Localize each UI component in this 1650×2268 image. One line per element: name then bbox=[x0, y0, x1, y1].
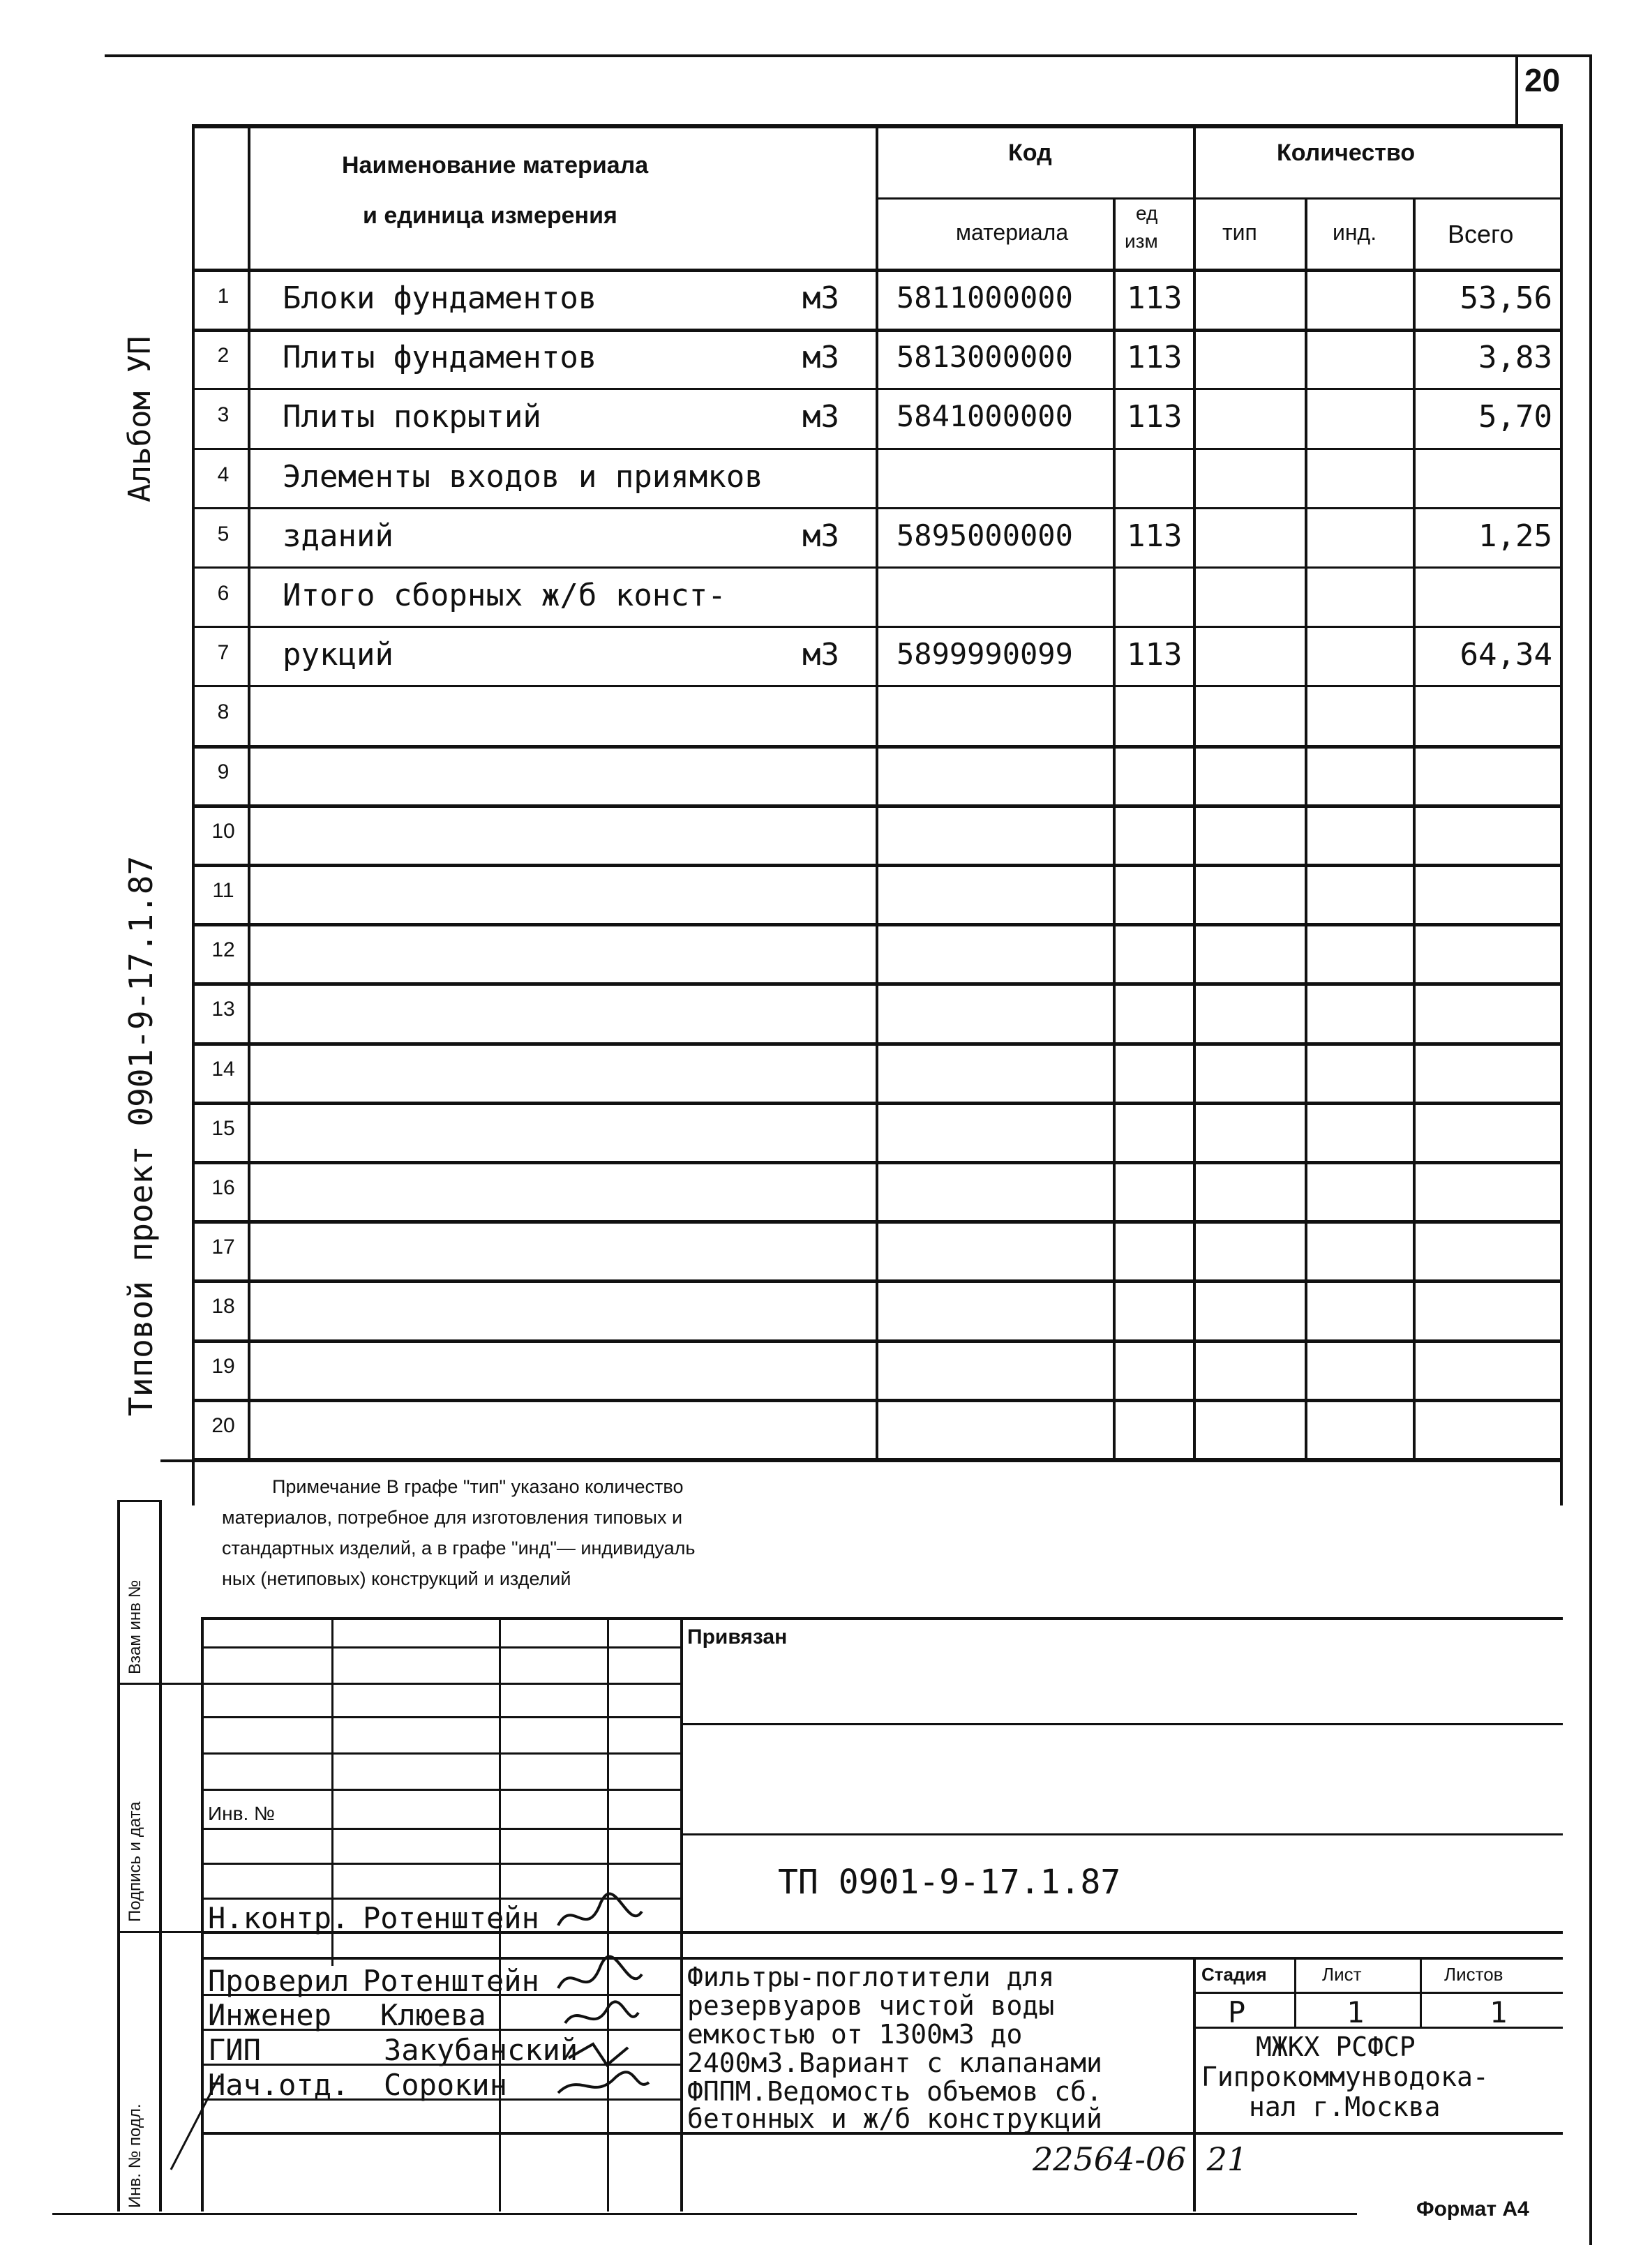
row-separator bbox=[192, 1339, 1563, 1343]
margin-sep-2 bbox=[117, 1931, 204, 1933]
row-number: 1 bbox=[217, 285, 230, 308]
material-unit: м3 bbox=[802, 518, 839, 554]
material-unit: м3 bbox=[802, 280, 839, 316]
role-proveril: Проверил bbox=[208, 1964, 350, 1998]
org-line-3: нал г.Москва bbox=[1249, 2091, 1441, 2122]
header-ind: инд. bbox=[1333, 220, 1377, 245]
row-separator bbox=[192, 329, 1563, 332]
row-number: 18 bbox=[211, 1295, 235, 1318]
bottom-number: 22564-06 21 bbox=[1033, 2140, 1248, 2178]
stamp-inv-no: Инв. № bbox=[208, 1803, 276, 1824]
album-label: Альбом УП bbox=[122, 336, 158, 502]
margin-sep-1 bbox=[117, 1683, 204, 1685]
row-separator bbox=[192, 982, 1563, 986]
stamp-row-4 bbox=[201, 1752, 680, 1755]
title-line-2: резервуаров чистой воды bbox=[687, 1990, 1055, 2021]
row-number: 20 bbox=[211, 1414, 235, 1437]
material-unit: м3 bbox=[802, 340, 839, 375]
stamp-top-line bbox=[201, 1617, 1563, 1620]
row-separator bbox=[192, 1279, 1563, 1283]
material-unit: м3 bbox=[802, 637, 839, 673]
row-number: 4 bbox=[217, 463, 230, 486]
material-name: Плиты фундаментов bbox=[283, 340, 597, 375]
note-top-line bbox=[160, 1459, 1563, 1462]
stamp-code-top-line bbox=[680, 1833, 1563, 1835]
signature-marks bbox=[551, 1884, 656, 2107]
stamp-row-7 bbox=[201, 1863, 680, 1865]
title-line-6: бетонных и ж/б конструкций bbox=[687, 2103, 1102, 2134]
right-frame-line bbox=[1589, 54, 1592, 2245]
row-number: 16 bbox=[211, 1176, 235, 1199]
stamp-title-top-line bbox=[201, 1957, 1563, 1960]
row-separator bbox=[192, 448, 1563, 450]
row-number: 7 bbox=[217, 641, 230, 664]
col-line-num bbox=[248, 124, 250, 1460]
note-line-4: ных (нетиповых) конструкций и изделий bbox=[222, 1568, 571, 1589]
header-type: тип bbox=[1222, 220, 1257, 245]
row-number: 10 bbox=[211, 820, 235, 843]
header-bottom-line bbox=[192, 269, 1563, 272]
stamp-privyazan: Привязан bbox=[687, 1625, 788, 1649]
material-name: Блоки фундаментов bbox=[283, 280, 597, 316]
header-code: Код bbox=[1008, 140, 1052, 166]
title-line-4: 2400м3.Вариант с клапанами bbox=[687, 2048, 1102, 2078]
material-name: Плиты покрытий bbox=[283, 399, 541, 435]
qty-total: 1,25 bbox=[1478, 518, 1552, 554]
row-separator bbox=[192, 1042, 1563, 1046]
margin-outer-line bbox=[117, 1500, 120, 2211]
row-number: 8 bbox=[217, 700, 230, 723]
bottom-line bbox=[52, 2213, 1357, 2215]
role-gip-name: Закубанский bbox=[384, 2033, 578, 2067]
title-line-3: емкостью от 1300м3 до bbox=[687, 2019, 1023, 2050]
header-name-2: и единица измерения bbox=[363, 202, 617, 229]
row-number: 14 bbox=[211, 1058, 235, 1081]
row-separator bbox=[192, 626, 1563, 628]
row-separator bbox=[192, 685, 1563, 687]
role-nachotd-name: Сорокин bbox=[384, 2068, 508, 2102]
role-nkontr: Н.контр. bbox=[208, 1901, 350, 1935]
col-line-unit bbox=[1193, 124, 1196, 1460]
row-separator bbox=[192, 507, 1563, 509]
qty-total: 64,34 bbox=[1460, 637, 1552, 673]
stamp-row-1 bbox=[201, 1646, 680, 1649]
project-label: Типовой проект 0901-9-17.1.87 bbox=[122, 855, 160, 1416]
note-line-3: стандартных изделий, а в графе "инд"— индивидуаль bbox=[222, 1538, 696, 1559]
role-inzhener-name: Клюева bbox=[380, 1998, 486, 2032]
row-number: 5 bbox=[217, 523, 230, 546]
row-number: 2 bbox=[217, 344, 230, 367]
row-separator bbox=[192, 388, 1563, 390]
role-proveril-name: Ротенштейн bbox=[363, 1964, 539, 1998]
stamp-row-3 bbox=[201, 1716, 680, 1718]
header-name: Наименование материала bbox=[342, 152, 649, 179]
role-gip: ГИП bbox=[208, 2033, 261, 2067]
header-unit-2: изм bbox=[1125, 230, 1158, 252]
row-number: 13 bbox=[211, 998, 235, 1021]
title-line-1: Фильтры-поглотители для bbox=[687, 1962, 1055, 1992]
page-number: 20 bbox=[1524, 62, 1561, 98]
org-line-1: МЖКХ РСФСР bbox=[1256, 2032, 1416, 2062]
material-name: Итого сборных ж/б конст- bbox=[283, 578, 726, 613]
unit-code: 113 bbox=[1127, 340, 1183, 375]
header-quantity: Количество bbox=[1277, 140, 1416, 166]
diagonal-mark bbox=[164, 2072, 227, 2177]
unit-code: 113 bbox=[1127, 280, 1183, 316]
material-code: 5895000000 bbox=[897, 518, 1073, 553]
margin-vzam: Взам инв № bbox=[126, 1579, 144, 1674]
unit-code: 113 bbox=[1127, 399, 1183, 435]
row-number: 9 bbox=[217, 760, 230, 783]
sheet-label: Лист bbox=[1322, 1964, 1362, 1985]
row-number: 17 bbox=[211, 1236, 235, 1259]
qty-total: 53,56 bbox=[1460, 280, 1552, 316]
note-line-1: Примечание В графе "тип" указано количество bbox=[272, 1476, 684, 1497]
stage-label: Стадия bbox=[1201, 1964, 1267, 1985]
margin-inv: Инв. № подл. bbox=[126, 2103, 144, 2208]
stamp-row-6 bbox=[201, 1828, 680, 1830]
col-line-name bbox=[876, 124, 878, 1460]
stamp-col-4 bbox=[680, 1617, 683, 2211]
title-line-5: ФППМ.Ведомость объемов сб. bbox=[687, 2076, 1102, 2107]
row-separator bbox=[192, 745, 1563, 749]
stamp-org-line bbox=[1193, 2027, 1563, 2029]
top-border-line bbox=[105, 54, 1591, 57]
margin-podpis: Подпись и дата bbox=[126, 1801, 144, 1922]
row-separator bbox=[192, 566, 1563, 569]
org-line-2: Гипрокоммунводока- bbox=[1201, 2062, 1489, 2092]
format-label: Формат А4 bbox=[1416, 2198, 1529, 2221]
unit-code: 113 bbox=[1127, 637, 1183, 673]
row-number: 11 bbox=[212, 879, 234, 902]
material-code: 5813000000 bbox=[897, 340, 1073, 374]
role-inzhener: Инженер bbox=[208, 1998, 332, 2032]
qty-total: 5,70 bbox=[1478, 399, 1552, 435]
role-nkontr-name: Ротенштейн bbox=[363, 1901, 539, 1935]
sheet-value: 1 bbox=[1347, 1995, 1365, 2029]
material-code: 5899990099 bbox=[897, 637, 1073, 671]
role-nachotd: Нач.отд. bbox=[208, 2068, 350, 2102]
row-number: 15 bbox=[211, 1117, 235, 1140]
material-unit: м3 bbox=[802, 399, 839, 435]
header-code-material: материала bbox=[956, 220, 1069, 245]
row-separator bbox=[192, 923, 1563, 926]
row-number: 6 bbox=[217, 582, 230, 605]
header-mid-line bbox=[876, 197, 1563, 200]
stamp-stage-line bbox=[1193, 1992, 1563, 1994]
margin-inner-line bbox=[159, 1500, 162, 2211]
row-number: 12 bbox=[211, 938, 235, 961]
sheets-value: 1 bbox=[1490, 1995, 1508, 2029]
row-number: 3 bbox=[217, 403, 230, 426]
row-separator bbox=[192, 1220, 1563, 1224]
row-separator bbox=[192, 1161, 1563, 1164]
row-separator bbox=[192, 864, 1563, 867]
stamp-row-5 bbox=[201, 1789, 680, 1791]
qty-total: 3,83 bbox=[1478, 340, 1552, 375]
row-number: 19 bbox=[211, 1355, 235, 1378]
sheets-label: Листов bbox=[1444, 1964, 1503, 1985]
header-total: Всего bbox=[1448, 220, 1514, 248]
stage-value: Р bbox=[1228, 1995, 1246, 2029]
material-name: рукций bbox=[283, 637, 393, 673]
stamp-doc-code: ТП 0901-9-17.1.87 bbox=[778, 1863, 1121, 1902]
material-name: зданий bbox=[283, 518, 393, 554]
stamp-row-2 bbox=[201, 1683, 680, 1685]
material-code: 5841000000 bbox=[897, 399, 1073, 433]
row-separator bbox=[192, 1102, 1563, 1105]
stamp-privyazan-line bbox=[680, 1723, 1563, 1725]
unit-code: 113 bbox=[1127, 518, 1183, 554]
note-line-2: материалов, потребное для изготовления типовых и bbox=[222, 1507, 683, 1528]
header-unit: ед bbox=[1136, 202, 1158, 224]
material-code: 5811000000 bbox=[897, 280, 1073, 315]
page-number-box-line bbox=[1515, 54, 1518, 124]
material-name: Элементы входов и приямков bbox=[283, 459, 763, 495]
row-separator bbox=[192, 804, 1563, 808]
margin-top-line bbox=[117, 1500, 160, 1502]
row-separator bbox=[192, 1399, 1563, 1402]
